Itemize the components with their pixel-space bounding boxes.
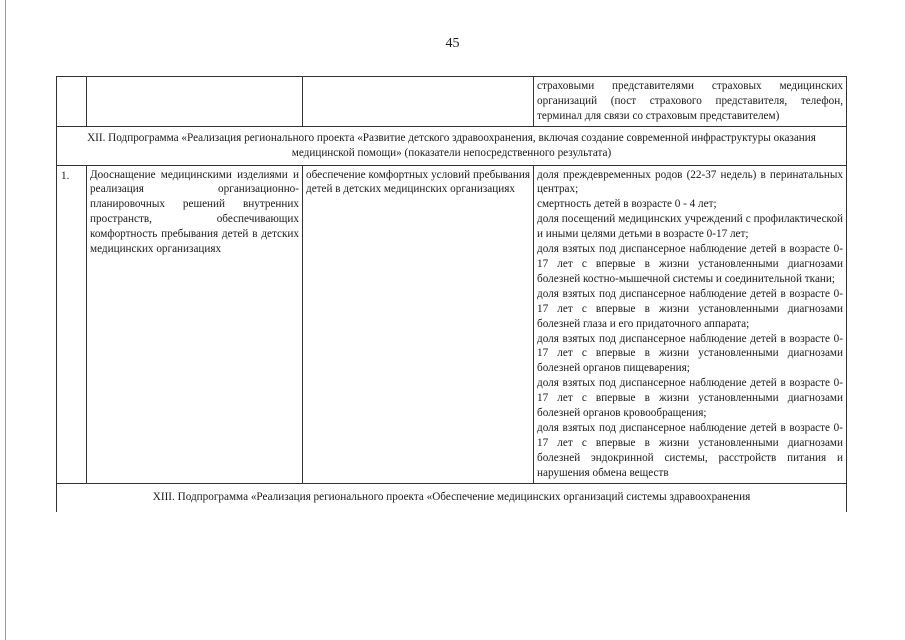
indicator-item: доля взятых под диспансерное наблюдение детей в возрасте 0-17 лет с впервые в жизни установленными диагнозами болезней органов кровообращения; bbox=[537, 377, 843, 420]
page-number: 45 bbox=[445, 36, 460, 51]
section-xii-cell bbox=[57, 126, 847, 165]
table-row bbox=[57, 165, 847, 483]
activity-text: Дооснащение медицинскими изделиями и реализация организационно-планировочных решений внутренних пространств, обеспечивающих комфортность пребывания детей в детских медицинских организациях bbox=[90, 168, 299, 256]
continuation-row bbox=[57, 77, 847, 127]
indicator-item: доля взятых под диспансерное наблюдение детей в возрасте 0-17 лет с впервые в жизни установленными диагнозами болезней органов пищеварения; bbox=[537, 332, 843, 375]
result-text: обеспечение комфортных условий пребывания детей в детских медицинских организациях bbox=[306, 168, 530, 196]
section-xiii-cell bbox=[57, 483, 847, 512]
section-xii-title: XII. Подпрограмма «Реализация регионального проекта «Развитие детского здравоохранения, включая создание современной инфраструктуры оказания медицинской помощи» (показатели непосредственного результата) bbox=[87, 131, 816, 159]
row-number: 1. bbox=[57, 165, 87, 483]
section-xii-row bbox=[57, 126, 847, 165]
indicator-item: доля взятых под диспансерное наблюдение детей в возрасте 0-17 лет с впервые в жизни установленными диагнозами болезней глаза и его придаточного аппарата; bbox=[537, 287, 843, 330]
activity-cell bbox=[87, 165, 303, 483]
continuation-activity-cell bbox=[87, 77, 303, 127]
continuation-number-cell bbox=[57, 77, 87, 127]
continuation-indicator-cell bbox=[534, 77, 847, 127]
section-xiii-row bbox=[57, 483, 847, 512]
indicator-item: доля взятых под диспансерное наблюдение детей в возрасте 0-17 лет с впервые в жизни установленными диагнозами болезней эндокринной системы, расстройств питания и нарушения обмена веществ bbox=[537, 421, 843, 479]
indicator-item: доля преждевременных родов (22-37 недель) в перинатальных центрах; bbox=[537, 168, 843, 196]
continuation-result-cell bbox=[303, 77, 534, 127]
document-table bbox=[56, 76, 847, 512]
section-xiii-title: XIII. Подпрограмма «Реализация регионального проекта «Обеспечение медицинских организаций системы здравоохранения bbox=[152, 490, 751, 503]
indicator-item: смертность детей в возрасте 0 - 4 лет; bbox=[537, 198, 717, 211]
indicator-item: доля посещений медицинских учреждений с профилактической и иными целями детьми в возрасте 0-17 лет; bbox=[537, 213, 843, 241]
result-cell bbox=[303, 165, 534, 483]
indicator-item: доля взятых под диспансерное наблюдение детей в возрасте 0-17 лет с впервые в жизни установленными диагнозами болезней костно-мышечной системы и соединительной ткани; bbox=[537, 243, 843, 285]
scan-edge-line bbox=[5, 0, 6, 640]
indicators-cell bbox=[534, 165, 847, 483]
continuation-indicator-text: страховыми представителями страховых медицинских организаций (пост страхового представителя, телефон, терминал для связи со страховым представителем) bbox=[537, 80, 843, 122]
